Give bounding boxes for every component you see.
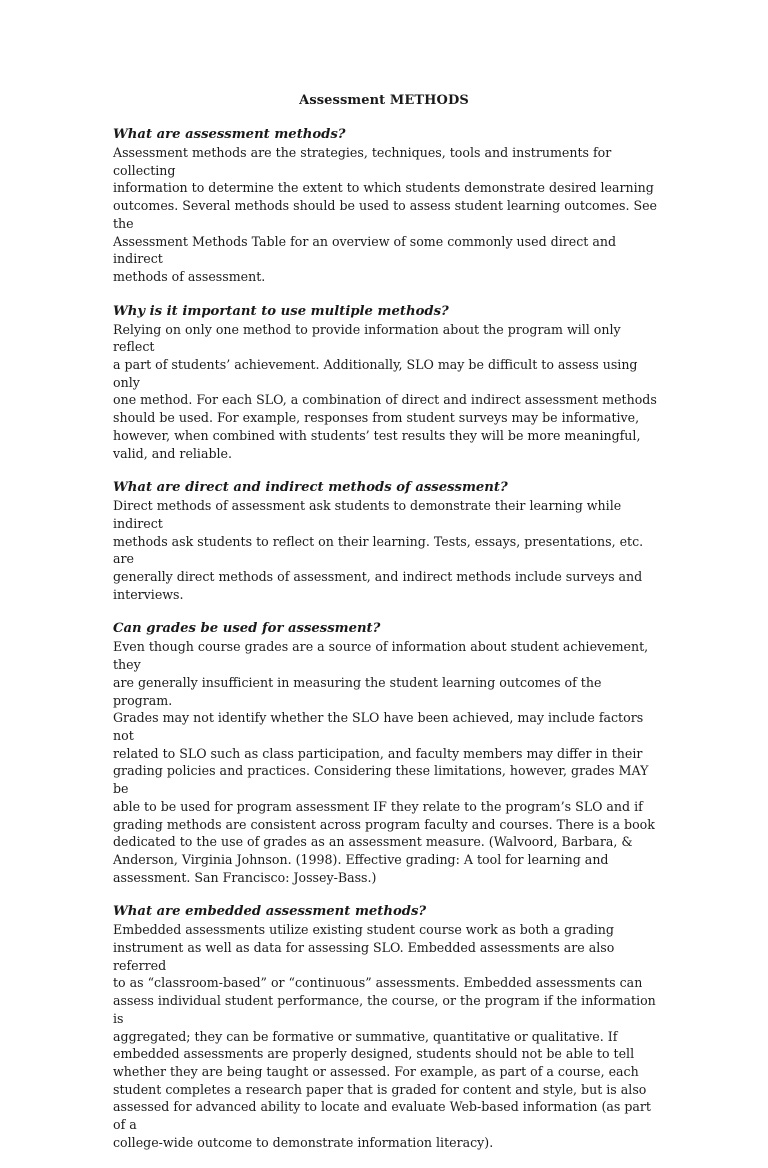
section-body: Direct methods of assessment ask students to demonstrate their learning while indirect methods ask students to reflect on their learning. Tests, essays, presentations, etc. are generally direct methods of assessment, and indirect methods include surveys and interviews. xyxy=(113,498,644,602)
section-body: Assessment methods are the strategies, techniques, tools and instruments for collecting information to determine the extent to which students demonstrate desired learning outcomes. Several methods should be used to assess student learning outcomes. See the Assessment Methods Table for an overview of some commonly used direct and indirect methods of assessment. xyxy=(113,145,658,284)
section-heading: What are direct and indirect methods of assessment? xyxy=(113,480,508,496)
section-assessment-methods xyxy=(113,126,661,286)
section-heading: What are assessment methods? xyxy=(113,127,346,142)
section-grades xyxy=(113,620,661,886)
section-heading: What are embedded assessment methods? xyxy=(113,904,427,920)
section-heading: Why is it important to use multiple methods? xyxy=(113,303,449,319)
section-body: Relying on only one method to provide information about the program will only reflect a part of students’ achievement. Additionally, SLO may be difficult to assess using only one method. For each SLO, a combination of direct and indirect assessment methods should be used. For example, responses from student surveys may be informative, however, when combined with students’ test results they will be more meaningful, valid, and reliable. xyxy=(113,321,657,461)
section-direct-indirect xyxy=(113,479,661,603)
document-title: Assessment METHODS xyxy=(299,93,469,108)
section-multiple-methods xyxy=(113,303,661,463)
section-body: Even though course grades are a source of information about student achievement, they are generally insufficient in measuring the student learning outcomes of the program. Grades may not identify whether the SLO have been achieved, may include factors not related to SLO such as class participation, and faculty members may differ in their grading policies and practices. Considering these limitations, however, grades MAY be able to be used for program assessment IF they relate to the program’s SLO and if grading methods are consistent across program faculty and courses. There is a book dedicated to the use of grades as an assessment measure. (Walvoord, Barbara, & Anderson, Virginia Johnson. (1998). Effective grading: A tool for learning and assessment. San Francisco: Jossey-Bass.) xyxy=(113,639,655,885)
section-body: Embedded assessments utilize existing student course work as both a grading instrument as well as data for assessing SLO. Embedded assessments are also referred to as “classroom-based” or “continuous” assessments. Embedded assessments can assess individual student performance, the course, or the program if the information is aggregated; they can be formative or summative, quantitative or qualitative. If embedded assessments are properly designed, students should not be able to tell whether they are being taught or assessed. For example, as part of a course, each student completes a research paper that is graded for content and style, but is also assessed for advanced ability to locate and evaluate Web-based information (as part of a college-wide outcome to demonstrate information literacy). xyxy=(113,922,656,1150)
document-body xyxy=(113,126,661,1168)
section-embedded-assessment xyxy=(113,903,661,1151)
section-heading: Can grades be used for assessment? xyxy=(113,621,381,637)
